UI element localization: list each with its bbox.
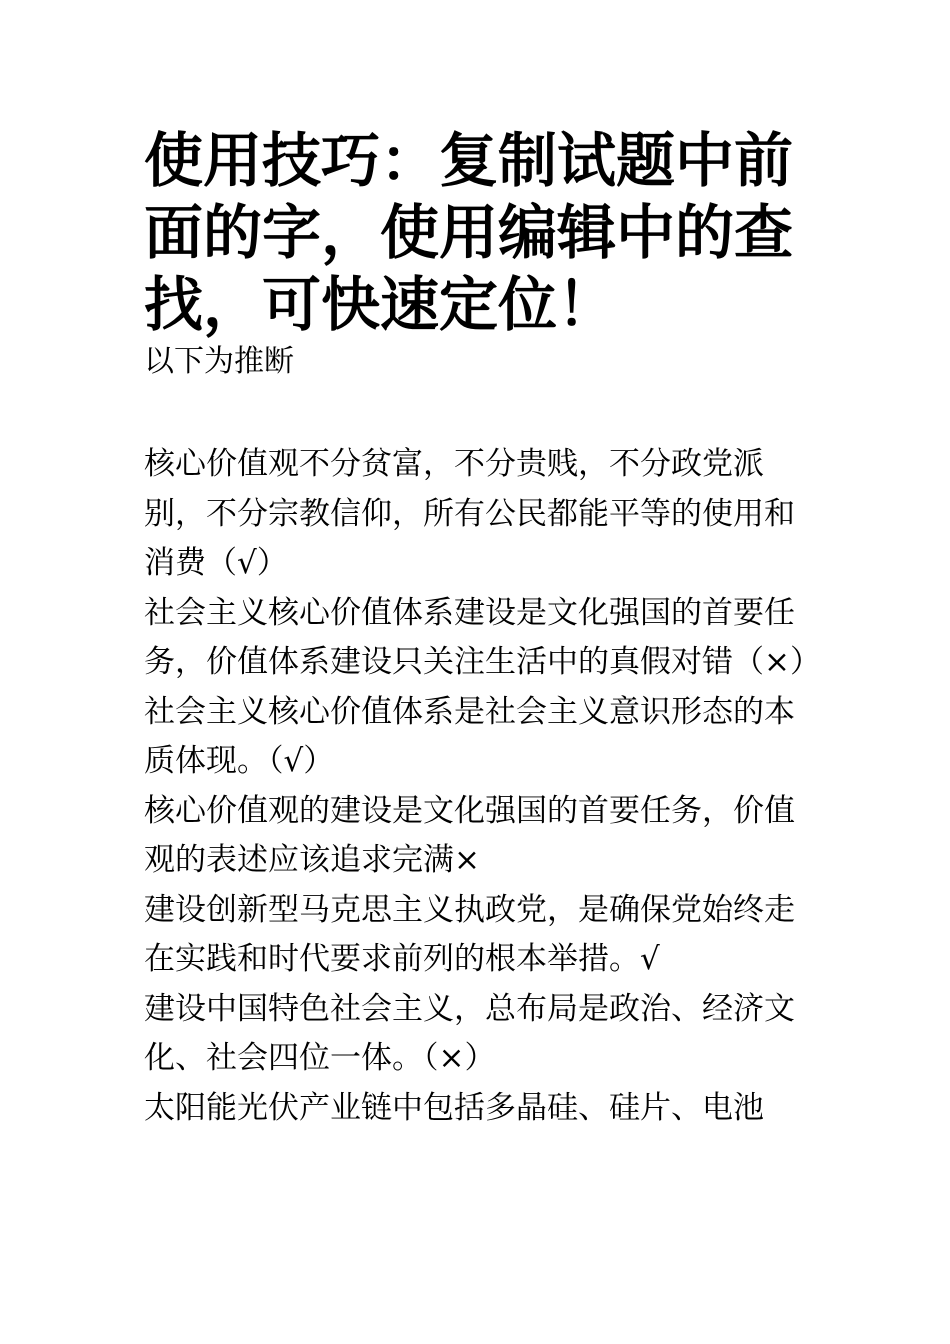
question-item: 建设中国特色社会主义，总布局是政治、经济文化、社会四位一体。（×） bbox=[144, 990, 795, 1076]
question-item: 社会主义核心价值体系建设是文化强国的首要任务，价值体系建设只关注生活中的真假对错（×） bbox=[144, 594, 821, 680]
question-item: 建设创新型马克思主义执政党，是确保党始终走在实践和时代要求前列的根本举措。√ bbox=[144, 891, 795, 977]
blank-line bbox=[144, 383, 806, 440]
question-item: 核心价值观不分贫富，不分贵贱，不分政党派别，不分宗教信仰，所有公民都能平等的使用和消费（√） bbox=[144, 446, 795, 581]
question-item: 太阳能光伏产业链中包括多晶硅、硅片、电池 bbox=[144, 1089, 764, 1126]
question-item: 社会主义核心价值体系是社会主义意识形态的本质体现。（√） bbox=[144, 693, 795, 779]
question-item: 核心价值观的建设是文化强国的首要任务，价值观的表述应该追求完满× bbox=[144, 792, 795, 878]
document-page bbox=[144, 125, 821, 1133]
document-title: 使用技巧：复制试题中前面的字，使用编辑中的查找，可快速定位！ bbox=[144, 126, 794, 339]
document-subtitle: 以下为推断 bbox=[144, 344, 294, 379]
question-list bbox=[144, 440, 821, 1133]
